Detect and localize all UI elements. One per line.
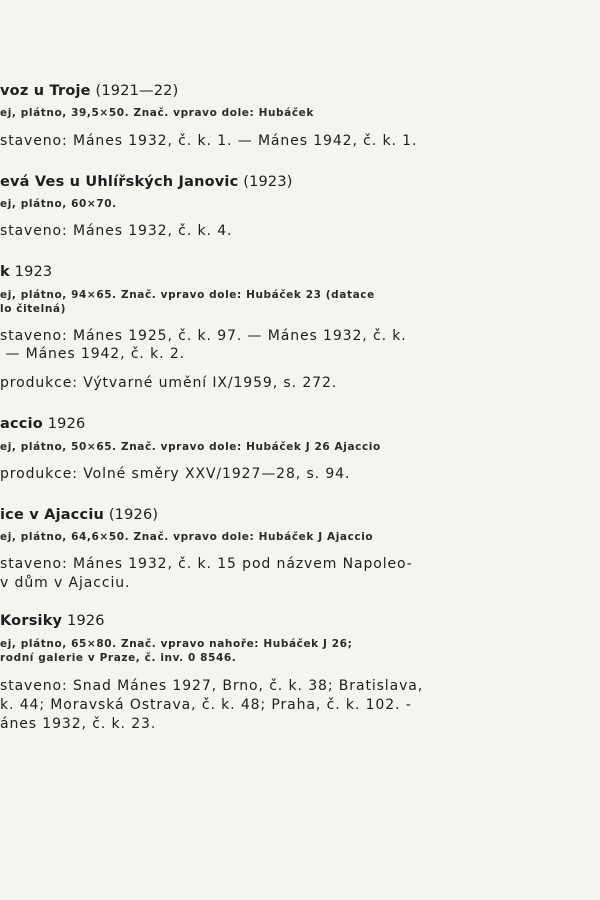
title-bold: Korsiky (0, 613, 63, 629)
entry-meta: ej, plátno, 64,6×50. Znač. vpravo dole: Hubáček J Ajaccio (0, 531, 374, 543)
entry-meta: ej, plátno, 39,5×50. Znač. vpravo dole: Hubáček (0, 107, 314, 119)
entry-body: k. 44; Moravská Ostrava, č. k. 48; Praha, č. k. 102. - (0, 697, 412, 713)
entry-body: produkce: Volné směry XXV/1927—28, s. 94. (0, 466, 351, 482)
entry-body: staveno: Mánes 1932, č. k. 15 pod názvem Napoleo- (0, 556, 413, 572)
title-bold: voz u Troje (0, 83, 91, 99)
entry-meta: ej, plátno, 65×80. Znač. vpravo nahoře: Hubáček J 26; (0, 638, 353, 650)
entry-body: v dům v Ajacciu. (0, 575, 131, 591)
entry-body: ánes 1932, č. k. 23. (0, 716, 157, 732)
entry-body: staveno: Mánes 1932, č. k. 1. — Mánes 1942, č. k. 1. (0, 133, 418, 149)
entry-title (0, 613, 105, 629)
entry-body: staveno: Mánes 1932, č. k. 4. (0, 223, 233, 239)
entry-title (0, 264, 52, 280)
entry-meta: ej, plátno, 94×65. Znač. vpravo dole: Hubáček 23 (datace (0, 289, 375, 301)
entry-meta: lo čitelná) (0, 303, 66, 315)
entry-meta: rodní galerie v Praze, č. inv. 0 8546. (0, 652, 237, 664)
title-bold: ice v Ajacciu (0, 507, 105, 523)
title-bold: accio (0, 416, 43, 432)
entry-title (0, 83, 178, 99)
entry-body: produkce: Výtvarné umění IX/1959, s. 272. (0, 375, 338, 391)
entry-body: staveno: Snad Mánes 1927, Brno, č. k. 38; Bratislava, (0, 678, 424, 694)
title-date: (1926) (104, 507, 159, 523)
entry-body: staveno: Mánes 1925, č. k. 97. — Mánes 1932, č. k. (0, 328, 407, 344)
entry-title (0, 507, 158, 523)
title-bold: evá Ves u Uhlířských Janovic (0, 174, 239, 190)
entry-title (0, 174, 293, 190)
title-bold: k (0, 264, 10, 280)
title-date: 1926 (42, 416, 86, 432)
entry-meta: ej, plátno, 60×70. (0, 198, 117, 210)
entry-title (0, 416, 85, 432)
title-date: 1926 (62, 613, 105, 629)
entry-meta: ej, plátno, 50×65. Znač. vpravo dole: Hubáček J 26 Ajaccio (0, 441, 381, 453)
title-date: 1923 (9, 264, 53, 280)
entry-body: — Mánes 1942, č. k. 2. (0, 346, 185, 362)
title-date: (1923) (238, 174, 293, 190)
title-date: (1921—22) (90, 83, 179, 99)
